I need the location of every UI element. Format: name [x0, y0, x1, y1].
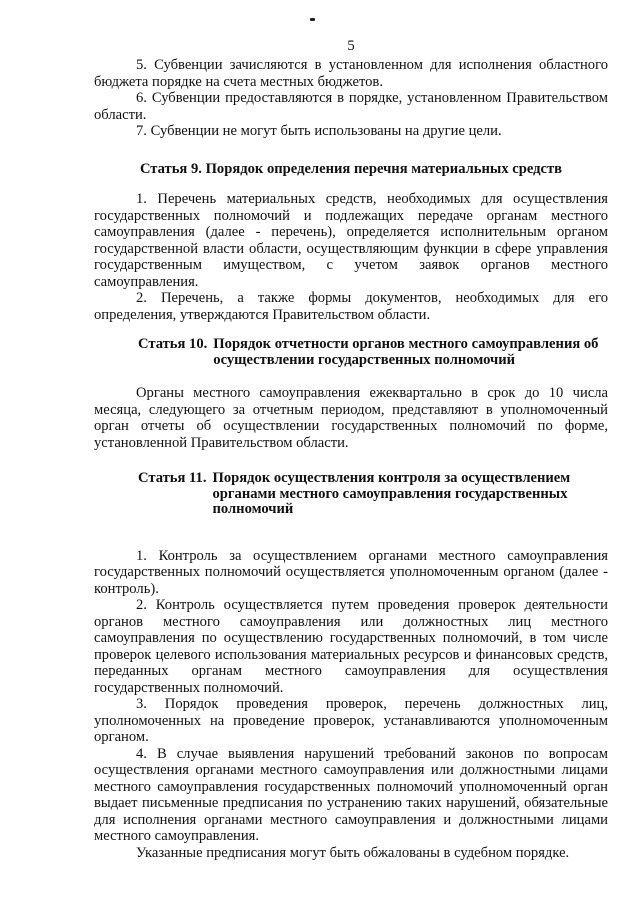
subvention-clauses	[94, 57, 608, 140]
paragraph: Органы местного самоуправления ежеквартально в срок до 10 числа месяца, следующего за отчетным периодом, представляют в уполномоченный орган отчеты об осуществлении государственных полномочий по форме, установленной Правительством области.	[94, 385, 608, 451]
article-10-heading	[94, 337, 608, 368]
article-10-label: Статья 10.	[138, 336, 208, 352]
article-10-title: Порядок отчетности органов местного самоуправления об осуществлении государственных полномочий	[213, 336, 599, 368]
paragraph: 2. Контроль осуществляется путем проведения проверок деятельности органов местного самоуправления или должностных лиц местного самоуправления по осуществлению государственных полномочий, в том числе проверок целевого использования материальных ресурсов и финансовых средств, переданных органам местного самоуправления для осуществления государственных полномочий.	[94, 597, 608, 696]
paragraph: 4. В случае выявления нарушений требований законов по вопросам осуществления органами местного самоуправления или должностными лицами местного самоуправления государственных полномочий уполномоченный орган выдает письменные предписания по устранению таких нарушений, обязательные для исполнения органами местного самоуправления и должностными лицами местного самоуправления.	[94, 745, 608, 844]
paragraph: 6. Субвенции предоставляются в порядке, установленном Правительством области.	[94, 90, 608, 123]
article-9	[94, 162, 608, 324]
paragraph: 2. Перечень, а также формы документов, необходимых для его определения, утверждаются Правительством области.	[94, 290, 608, 323]
paragraph: 7. Субвенции не могут быть использованы на другие цели.	[136, 123, 502, 139]
scan-speck	[310, 18, 315, 21]
paragraph: 1. Перечень материальных средств, необходимых для осуществления государственных полномочий и подлежащих передаче органам местного самоуправления (далее - перечень), определяется исполнительным органом государственной власти области, осуществляющим функции в сфере управления государственным имуществом, с учетом заявок органов местного самоуправления.	[94, 191, 608, 290]
paragraph: 5. Субвенции зачисляются в установленном для исполнения областного бюджета порядке на счета местных бюджетов.	[94, 57, 608, 90]
article-11	[94, 471, 608, 861]
article-9-title: Статья 9. Порядок определения перечня материальных средств	[139, 160, 563, 177]
article-10	[94, 337, 608, 451]
paragraph: Указанные предписания могут быть обжалованы в судебном порядке.	[136, 844, 570, 861]
paragraph: 3. Порядок проведения проверок, перечень должностных лиц, уполномоченных на проведение проверок, устанавливаются уполномоченным органом.	[94, 696, 608, 745]
article-11-label: Статья 11.	[138, 470, 207, 486]
page-number: 5	[347, 38, 355, 54]
article-11-heading	[94, 471, 608, 518]
paragraph: 1. Контроль за осуществлением органами местного самоуправления государственных полномочий осуществляется уполномоченным органом (далее - контроль).	[94, 547, 608, 597]
article-11-title: Порядок осуществления контроля за осуществлением органами местного самоуправления государственных полномочий	[212, 470, 571, 517]
